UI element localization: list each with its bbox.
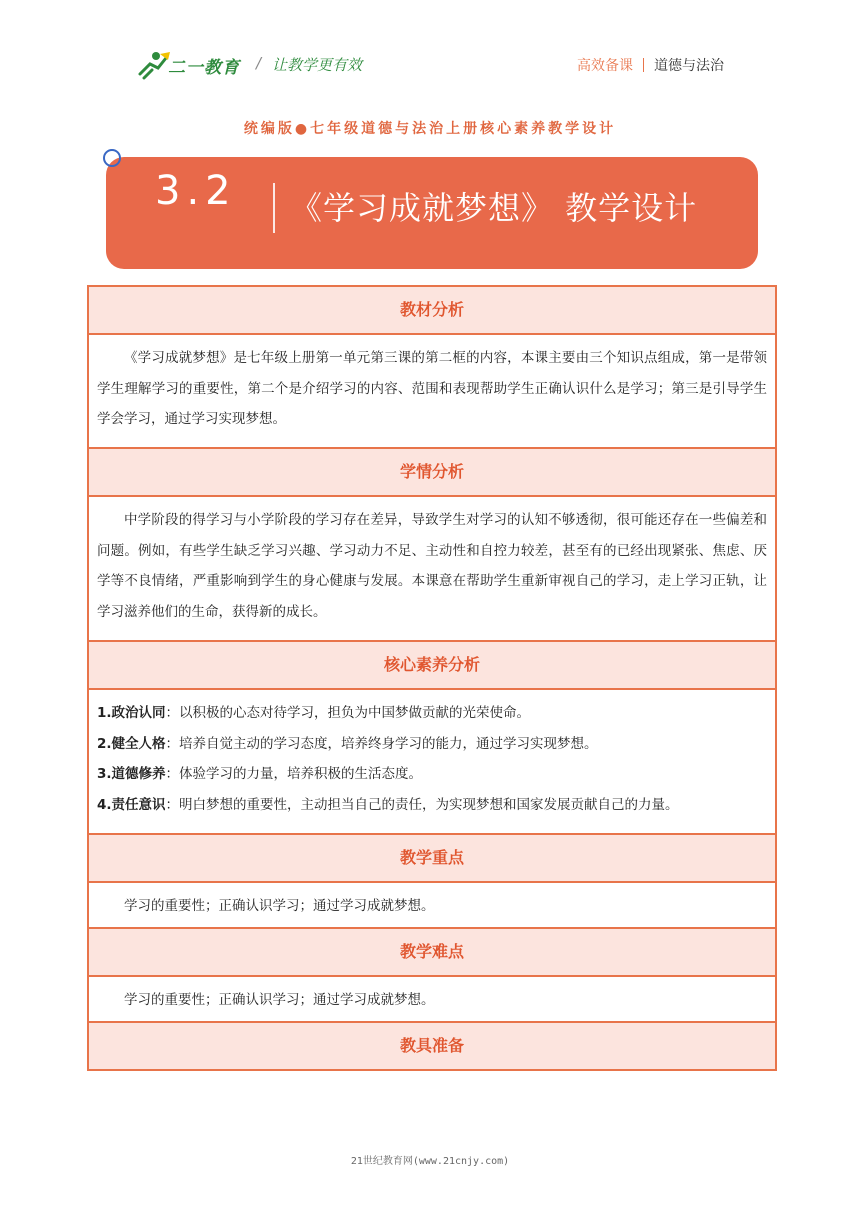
header-divider [643,58,644,72]
banner-divider [273,183,275,233]
section-body-difficulties: 学习的重要性；正确认识学习；通过学习成就梦想。 [89,977,775,1023]
section-heading-material: 教材分析 [89,287,775,335]
lesson-title: 《学习成就梦想》 教学设计 [290,189,698,227]
brand-name: 二一教育 [168,58,240,78]
series-title: 统编版●七年级道德与法治上册核心素养教学设计 [243,121,617,137]
design-table [87,285,777,1071]
literacy-item: 2.健全人格：培养自觉主动的学习态度，培养终身学习的能力，通过学习实现梦想。 [97,735,598,752]
section-heading-difficulties: 教学难点 [89,929,775,977]
section-heading-materials-prep: 教具准备 [89,1023,775,1071]
brand-slogan: 让教学更有效 [272,56,363,74]
section-body-literacy [89,690,775,835]
section-body-key-points: 学习的重要性；正确认识学习；通过学习成就梦想。 [89,883,775,929]
section-body-students: 中学阶段的得学习与小学阶段的学习存在差异，导致学生对学习的认知不够透彻，很可能还存在一些偏差和问题。例如，有些学生缺乏学习兴趣、学习动力不足、主动性和自控力较差，甚至有的已经出现紧张、焦虑、厌学等不良情绪，严重影响到学生的身心健康与发展。本课意在帮助学生重新审视自己的学习，走上学习正轨，让学习滋养他们的生命，获得新的成长。 [89,497,775,642]
literacy-item: 4.责任意识：明白梦想的重要性，主动担当自己的责任，为实现梦想和国家发展贡献自己的力量。 [97,796,679,813]
literacy-item: 1.政治认同：以积极的心态对待学习，担负为中国梦做贡献的光荣使命。 [97,705,531,721]
slogan-divider: / [256,54,262,72]
lesson-number: 3.2 [155,168,237,214]
banner-dot-icon [103,149,121,167]
section-heading-students: 学情分析 [89,449,775,497]
header-meta [577,55,724,75]
header-subject: 道德与法治 [654,58,724,74]
section-heading-literacy: 核心素养分析 [89,642,775,690]
page-footer: 21世纪教育网(www.21cnjy.com) [350,1156,510,1167]
header-tag: 高效备课 [577,58,633,74]
section-body-material: 《学习成就梦想》是七年级上册第一单元第三课的第二框的内容，本课主要由三个知识点组成，第一是带领学生理解学习的重要性，第二个是介绍学习的内容、范围和表现帮助学生正确认识什么是学习；第三是引导学生学会学习，通过学习实现梦想。 [89,335,775,449]
page-header [0,0,860,100]
literacy-item: 3.道德修养：体验学习的力量，培养积极的生活态度。 [97,766,423,782]
section-heading-key-points: 教学重点 [89,835,775,883]
